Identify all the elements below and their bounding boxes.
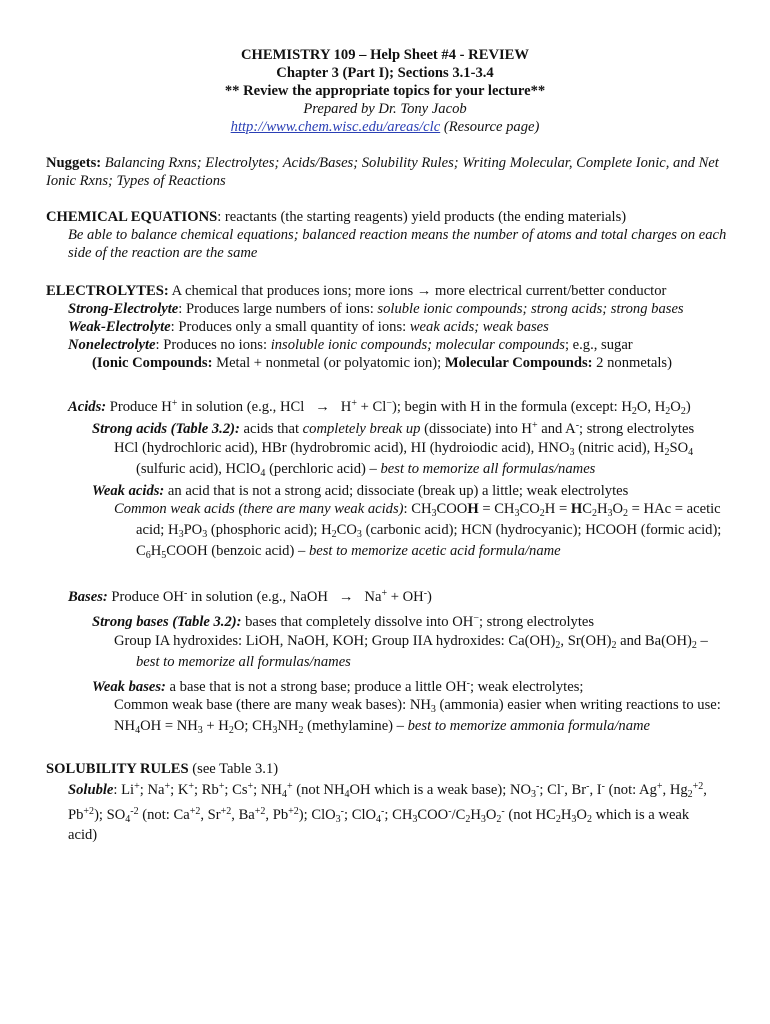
chemical-equations-line <box>46 208 626 226</box>
weak-bases-line: Weak bases: a base that is not a strong base; produce a little OH-; weak electrolytes; <box>92 678 584 695</box>
balance-note-1: Be able to balance chemical equations; balanced reaction means the number of atoms and total charges on each <box>68 227 727 243</box>
strong-bases-list-1: Group IA hydroxides: LiOH, NaOH, KOH; Group IIA hydroxides: $Ca(OH)_2$, $Sr(OH)_2$ and $Ba(OH)_2$ – <box>114 633 708 651</box>
nonelectrolyte-label: Nonelectrolyte <box>68 337 156 353</box>
strong-bases-label: Strong bases (Table 3.2): <box>92 614 242 630</box>
strong-acids-label: Strong acids (Table 3.2): <box>92 421 240 437</box>
weak-bases-label: Weak bases: <box>92 679 166 695</box>
chemical-equations-desc: : reactants (the starting reagents) yield products (the ending materials) <box>217 209 627 225</box>
weak-acids-common-1: Common weak acids (there are many weak acids): $CH_3COOH = CH_3CO_2H = HC_2H_3O_2$ = HAc = acetic <box>114 501 721 519</box>
strong-acids-emphasis: completely break up <box>302 421 421 437</box>
ionic-compounds-label: Ionic Compounds: <box>96 355 213 371</box>
strong-bases-line: Strong bases (Table 3.2): bases that completely dissolve into OH−; strong electrolytes <box>92 613 595 630</box>
solubility-heading-note: (see Table 3.1) <box>188 761 279 777</box>
nuggets-line-2: Ionic Rxns; Types of Reactions <box>46 173 226 189</box>
strong-acids-memo: best to memorize all formulas/names <box>380 461 596 477</box>
soluble-line-1: Soluble: Li+; Na+; K+; Rb+; Cs+; $NH_4^+$ (not $NH_4OH$ which is a weak base); $NO_3^-$; Cl-, Br-, I- (not: Ag+, $Hg_2^{+2}$, <box>68 781 707 800</box>
nonelectrolyte-line <box>68 336 633 354</box>
weak-electrolyte-text: : Produces only a small quantity of ions: <box>170 319 410 335</box>
strong-acids-list-1: HCl (hydrochloric acid), HBr (hydrobromic acid), HI (hydroiodic acid), $HNO_3$ (nitric acid), $H_2SO_4$ <box>114 440 694 458</box>
weak-electrolyte-line <box>68 318 549 336</box>
bases-definition-line: Bases: Produce OH- in solution (e.g., NaOH → Na+ + OH-) <box>68 588 432 605</box>
weak-bases-memo: best to memorize ammonia formula/name <box>407 718 651 734</box>
solubility-heading: SOLUBILITY RULES <box>46 761 189 777</box>
nuggets-label: Nuggets: <box>46 155 102 171</box>
weak-acids-line <box>92 482 628 500</box>
ionic-compounds-text: Metal + nonmetal (or polyatomic ion); <box>212 355 445 371</box>
strong-acids-line: Strong acids (Table 3.2): acids that completely break up (dissociate) into H+ and A-; strong electrolytes <box>92 420 695 437</box>
sheet-title: CHEMISTRY 109 – Help Sheet #4 - REVIEW <box>241 47 529 63</box>
weak-bases-common-2: $NH_4OH = NH_3 + H_2O$; $CH_3NH_2$ (methylamine) – best to memorize ammonia formula/name <box>114 718 651 736</box>
nonelectrolyte-examples: insoluble ionic compounds; molecular compounds <box>270 337 565 353</box>
chapter-line: Chapter 3 (Part I); Sections 3.1-3.4 <box>276 65 494 81</box>
strong-electrolyte-examples: soluble ionic compounds; strong acids; strong bases <box>377 301 684 317</box>
resource-link[interactable]: http://www.chem.wisc.edu/areas/clc <box>230 119 441 135</box>
nonelectrolyte-tail: ; e.g., sugar <box>564 337 633 353</box>
nuggets-text: Balancing Rxns; Electrolytes; Acids/Bases; Solubility Rules; Writing Molecular, Complete Ionic, and Net <box>104 155 719 171</box>
resource-line <box>0 118 770 136</box>
compounds-open-paren: ( <box>92 355 97 371</box>
review-line: ** Review the appropriate topics for your lecture** <box>224 83 546 99</box>
soluble-line-3: acid) <box>68 827 98 843</box>
strong-electrolyte-text: : Produces large numbers of ions: <box>178 301 378 317</box>
electrolytes-desc: A chemical that produces ions; more ions → more electrical current/better conductor <box>168 283 667 299</box>
soluble-label: Soluble <box>68 782 114 798</box>
weak-electrolyte-label: Weak-Electrolyte <box>68 319 171 335</box>
strong-acids-list-2: (sulfuric acid), HClO$_4$ (perchloric acid) – best to memorize all formulas/names <box>136 461 596 479</box>
strong-electrolyte-line <box>68 300 684 318</box>
strong-bases-memo: best to memorize all formulas/names <box>136 654 351 670</box>
weak-acids-label: Weak acids: <box>92 483 165 499</box>
acids-label: Acids: <box>68 399 107 415</box>
weak-acids-common-3: $C_6H_5COOH$ (benzoic acid) – best to memorize acetic acid formula/name <box>136 543 561 561</box>
molecular-compounds-label: Molecular Compounds: <box>444 355 593 371</box>
weak-bases-common-1: Common weak base (there are many weak bases): $NH_3$ (ammonia) easier when writing reactions to use: <box>114 697 721 715</box>
bases-label: Bases: <box>68 589 108 605</box>
compounds-line <box>92 354 672 372</box>
weak-acids-common-label: Common weak acids (there are many weak acids) <box>114 501 404 517</box>
electrolytes-heading: ELECTROLYTES: <box>46 283 169 299</box>
molecular-compounds-text: 2 nonmetals) <box>592 355 672 371</box>
weak-electrolyte-examples: weak acids; weak bases <box>409 319 549 335</box>
balance-note-2: side of the reaction are the same <box>68 245 258 261</box>
nonelectrolyte-text: : Produces no ions: <box>155 337 271 353</box>
strong-electrolyte-label: Strong-Electrolyte <box>68 301 179 317</box>
soluble-line-2: $Pb^{+2}$); $SO_4^{-2}$ (not: $Ca^{+2}$, $Sr^{+2}$, $Ba^{+2}$, $Pb^{+2}$); ClO$_3$-; ClO$_4$-; $CH_3COO^-/C_2H_3O_2^-$ (not $HC_2H_3O_2$ which is a weak <box>68 806 690 825</box>
nuggets-line-1 <box>46 154 719 172</box>
solubility-heading-line <box>46 760 278 778</box>
prepared-by: Prepared by Dr. Tony Jacob <box>303 101 467 117</box>
weak-acids-memo: best to memorize acetic acid formula/name <box>308 543 561 559</box>
resource-note: (Resource page) <box>443 119 540 135</box>
weak-acids-text: an acid that is not a strong acid; dissociate (break up) a little; weak electrolytes <box>164 483 629 499</box>
acids-definition-line: Acids: Produce H+ in solution (e.g., HCl → H+ + Cl−); begin with H in the formula (except: $H_2O$, $H_2O_2$) <box>68 398 691 417</box>
chemical-equations-heading: CHEMICAL EQUATIONS <box>46 209 218 225</box>
weak-acids-common-2: acid; $H_3PO_3$ (phosphoric acid); $H_2CO_3$ (carbonic acid); HCN (hydrocyanic); HCOOH (formic acid); <box>136 522 722 540</box>
electrolytes-line <box>46 282 666 300</box>
weak-bases-common-label: Common weak base (there are many weak bases): NH <box>114 697 431 713</box>
